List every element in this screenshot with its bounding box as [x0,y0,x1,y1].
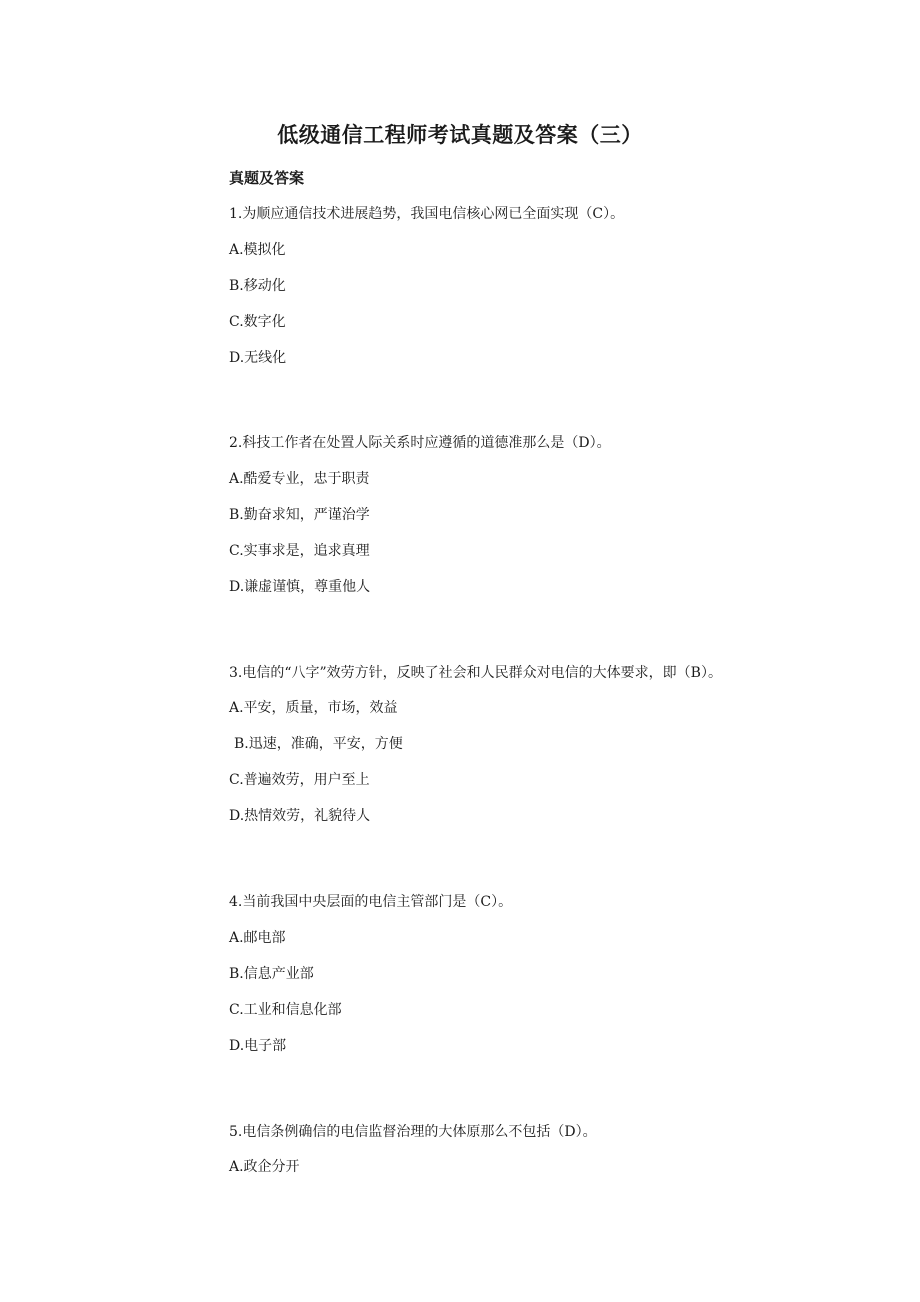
question-stem-5: 5.电信条例确信的电信监督治理的大体原那么不包括（D）。 [229,1124,597,1140]
question-4-option-a: A.邮电部 [229,930,286,946]
question-1-option-a: A.模拟化 [229,242,286,258]
question-3-option-a: A.平安，质量，市场，效益 [229,700,398,716]
document-title: 低级通信工程师考试真题及答案（三） [277,123,643,147]
question-3-option-c: C.普遍效劳，用户至上 [229,772,370,788]
question-1-option-d: D.无线化 [229,350,287,366]
question-2-option-d: D.谦虚谨慎，尊重他人 [229,579,371,595]
question-stem-4: 4.当前我国中央层面的电信主管部门是（C）。 [229,894,513,910]
question-4-option-d: D.电子部 [229,1038,287,1054]
question-stem-3: 3.电信的“八字”效劳方针，反映了社会和人民群众对电信的大体要求，即（B）。 [229,665,722,681]
question-1-option-c: C.数字化 [229,314,286,330]
question-4-option-c: C.工业和信息化部 [229,1002,342,1018]
question-2-option-a: A.酷爱专业，忠于职责 [229,471,370,487]
question-5-option-a: A.政企分开 [229,1159,300,1175]
question-2-option-c: C.实事求是，追求真理 [229,543,370,559]
question-stem-2: 2.科技工作者在处置人际关系时应遵循的道德准那么是（D）。 [229,435,611,451]
question-1-option-b: B.移动化 [229,278,286,294]
question-stem-1: 1.为顺应通信技术进展趋势，我国电信核心网已全面实现（C）。 [229,206,625,222]
question-4-option-b: B.信息产业部 [229,966,314,982]
question-3-option-b: B.迅速，准确，平安，方便 [234,736,403,752]
question-2-option-b: B.勤奋求知，严谨治学 [229,507,370,523]
section-heading: 真题及答案 [229,169,305,187]
question-3-option-d: D.热情效劳，礼貌待人 [229,808,371,824]
